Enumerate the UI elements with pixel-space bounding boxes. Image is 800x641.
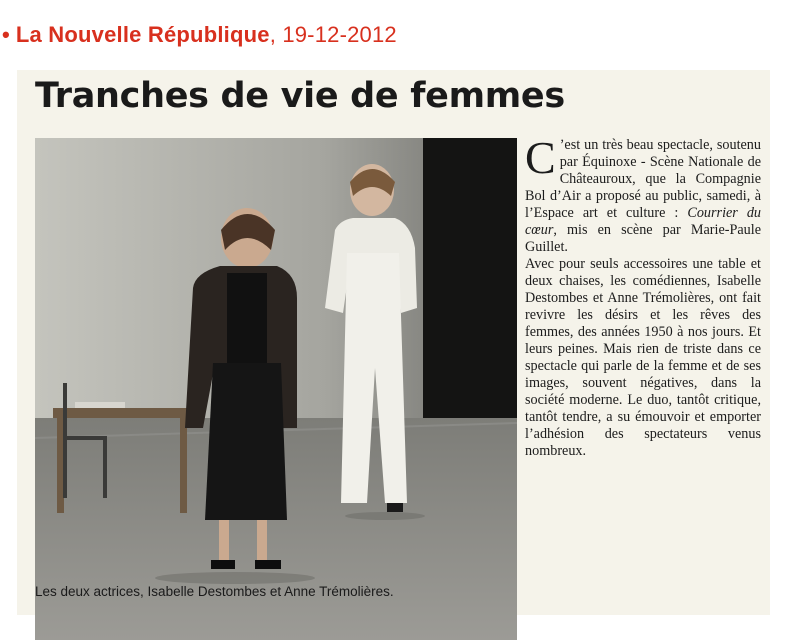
paragraph-1-text: ’est un très beau spectacle, soutenu par Équinoxe - Scène Nationale de Châteauroux, que la Compagnie Bol d’Air a proposé au public, samedi, à l’Espace art et culture :	[525, 137, 761, 221]
bullet: •	[2, 22, 10, 47]
headline: Tranches de vie de femmes	[35, 76, 565, 116]
article-body	[525, 132, 762, 460]
newspaper-name: La Nouvelle République	[15, 22, 270, 47]
article-paragraph-2: Avec pour seuls accessoires une table et deux chaises, les comédiennes, Isabelle Destombes et Anne Trémolières, ont fait revivre les désirs et les rêves des femmes, des années 1950 à nos jours. Et leurs peines. Mais rien de triste dans ce spectacle qui parle de la femme et de ses images, souvent négatives, dans la société moderne. Le duo, tantôt critique, tantôt tendre, a su émouvoir et emporter l’adhésion des spectateurs venus nombreux.	[525, 256, 761, 459]
newspaper-clipping	[17, 70, 770, 615]
dark-curtain	[423, 138, 517, 438]
source-line	[2, 22, 397, 48]
separator: ,	[269, 22, 276, 47]
photo-caption: Les deux actrices, Isabelle Destombes et Anne Trémolières.	[35, 584, 394, 599]
paragraph-1-end: , mis en scène par Marie-Paule Guillet.	[525, 222, 761, 255]
publication-date: 19-12-2012	[282, 22, 397, 47]
papers	[75, 402, 125, 408]
article-paragraph-1	[525, 132, 762, 256]
stage-photo-illustration	[35, 138, 517, 640]
drop-cap: C	[525, 132, 556, 183]
article-photo	[35, 138, 517, 640]
show-title: Courrier du cœur	[525, 205, 762, 238]
